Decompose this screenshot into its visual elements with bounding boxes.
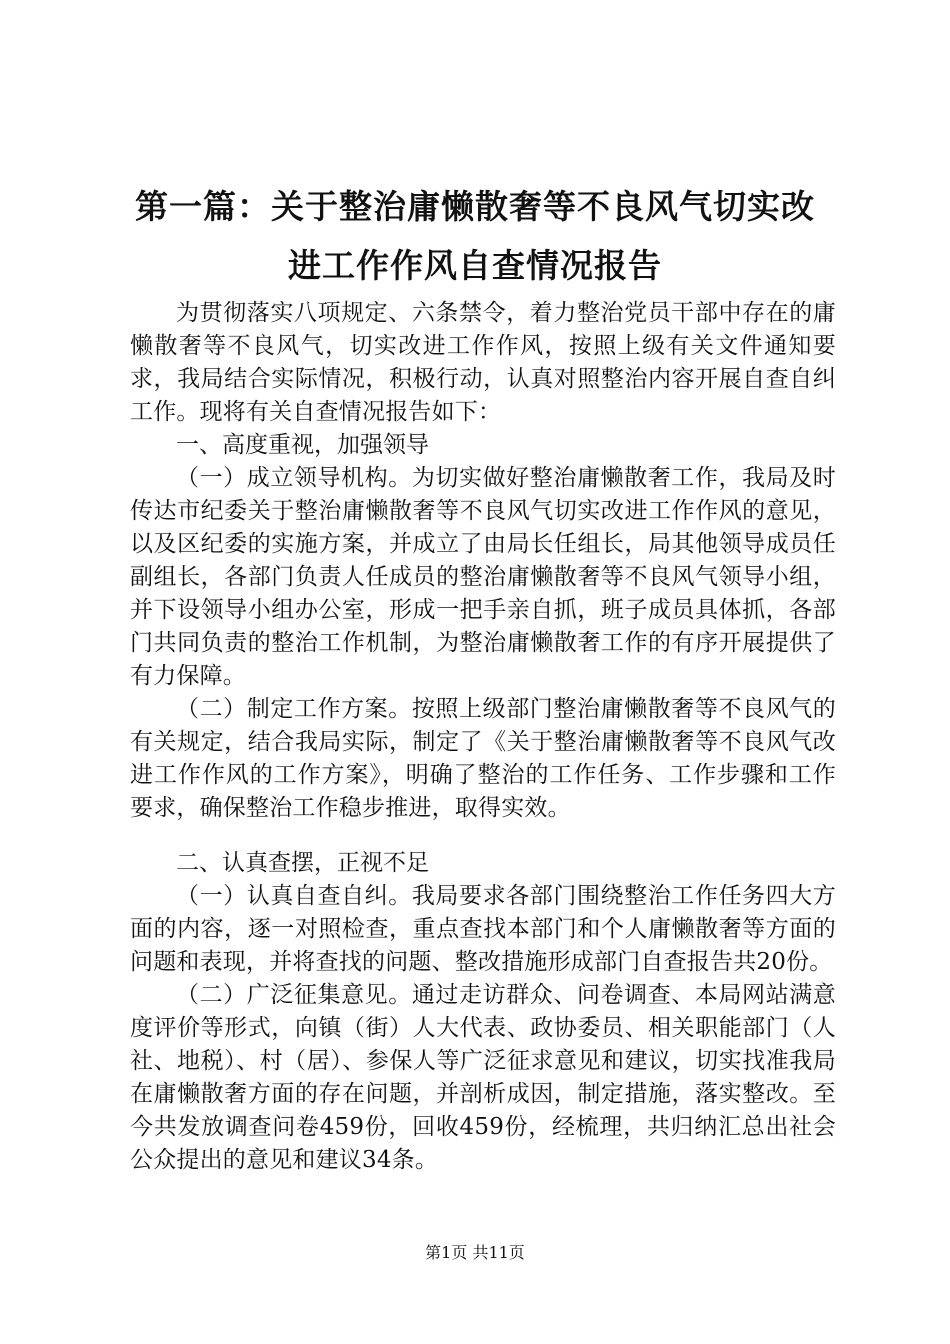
document-body <box>130 297 836 1177</box>
section-2-paragraph-1: （一）认真自查自纠。我局要求各部门围绕整治工作任务四大方面的内容，逐一对照检查，重点查找本部门和个人庸懒散奢等方面的问题和表现，并将查找的问题、整改措施形成部门自查报告共20份。 <box>130 883 836 975</box>
section-1-heading: 一、高度重视，加强领导 <box>176 432 429 458</box>
document-title-line-2: 进工作作风自查情况报告 <box>288 246 662 285</box>
section-1-paragraph-1: （一）成立领导机构。为切实做好整治庸懒散奢工作，我局及时传达市纪委关于整治庸懒散奢等不良风气切实改进工作作风的意见，以及区纪委的实施方案，并成立了由局长任组长，局其他领导成员任副组长，各部门负责人任成员的整治庸懒散奢等不良风气领导小组，并下设领导小组办公室，形成一把手亲自抓，班子成员具体抓，各部门共同负责的整治工作机制，为整治庸懒散奢工作的有序开展提供了有力保障。 <box>130 465 836 689</box>
page-footer: 第1页 共11页 <box>425 1243 525 1262</box>
section-gap <box>130 825 836 847</box>
intro-paragraph: 为贯彻落实八项规定、六条禁令，着力整治党员干部中存在的庸懒散奢等不良风气，切实改进工作作风，按照上级有关文件通知要求，我局结合实际情况，积极行动，认真对照整治内容开展自查自纠工作。现将有关自查情况报告如下： <box>130 300 836 425</box>
section-2-paragraph-2: （二）广泛征集意见。通过走访群众、问卷调查、本局网站满意度评价等形式，向镇（街）人大代表、政协委员、相关职能部门（人社、地税）、村（居）、参保人等广泛征求意见和建议，切实找准我局在庸懒散奢方面的存在问题，并剖析成因，制定措施，落实整改。至今共发放调查问卷459份，回收459份，经梳理，共归纳汇总出社会公众提出的意见和建议34条。 <box>130 982 836 1173</box>
section-1-paragraph-2: （二）制定工作方案。按照上级部门整治庸懒散奢等不良风气的有关规定，结合我局实际，制定了《关于整治庸懒散奢等不良风气改进工作作风的工作方案》，明确了整治的工作任务、工作步骤和工作要求，确保整治工作稳步推进，取得实效。 <box>130 696 836 821</box>
document-title-line-1: 第一篇：关于整治庸懒散奢等不良风气切实改 <box>135 187 815 226</box>
section-2-heading: 二、认真查摆，正视不足 <box>176 850 429 876</box>
